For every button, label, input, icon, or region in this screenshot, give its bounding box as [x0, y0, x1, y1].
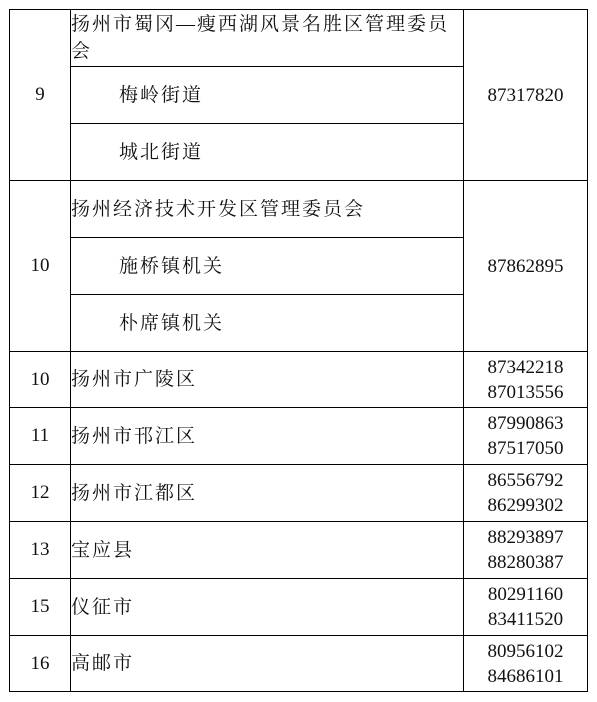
phone-cell — [464, 636, 588, 692]
phone-number: 86299302 — [487, 495, 564, 516]
phone-cell — [464, 408, 588, 465]
phone-cell — [464, 522, 588, 579]
phone-number: 88293897 — [487, 527, 564, 548]
table-row — [10, 408, 588, 465]
sub-unit-name: 朴席镇机关 — [71, 295, 464, 352]
unit-name: 仪征市 — [71, 579, 464, 636]
row-number: 15 — [10, 579, 71, 636]
row-number: 9 — [10, 10, 71, 181]
phone-number: 87517050 — [487, 438, 564, 459]
phone-cell — [464, 181, 588, 352]
unit-name: 扬州经济技术开发区管理委员会 — [71, 181, 464, 238]
unit-name: 高邮市 — [71, 636, 464, 692]
contact-table — [9, 9, 588, 692]
table-row — [10, 636, 588, 692]
phone-number: 86556792 — [487, 470, 564, 491]
unit-name: 扬州市江都区 — [71, 465, 464, 522]
row-number: 10 — [10, 352, 71, 408]
table-row — [10, 465, 588, 522]
phone-number: 87990863 — [487, 413, 564, 434]
sub-unit-name: 施桥镇机关 — [71, 238, 464, 295]
sub-unit-name: 梅岭街道 — [71, 67, 464, 124]
sub-unit-name: 城北街道 — [71, 124, 464, 181]
row-number: 16 — [10, 636, 71, 692]
row-number: 12 — [10, 465, 71, 522]
phone-number: 80291160 — [487, 584, 564, 605]
unit-name: 扬州市广陵区 — [71, 352, 464, 408]
unit-name: 扬州市邗江区 — [71, 408, 464, 465]
phone-number: 88280387 — [487, 552, 564, 573]
table-row — [10, 352, 588, 408]
table-row — [10, 522, 588, 579]
table-row — [10, 181, 588, 238]
phone-cell — [464, 352, 588, 408]
unit-name: 宝应县 — [71, 522, 464, 579]
phone-number: 80956102 — [487, 640, 564, 662]
table-row — [10, 579, 588, 636]
phone-number: 87013556 — [487, 381, 564, 403]
row-number: 11 — [10, 408, 71, 465]
phone-cell — [464, 10, 588, 181]
phone-number: 84686101 — [487, 665, 564, 687]
phone-cell — [464, 579, 588, 636]
row-number: 10 — [10, 181, 71, 352]
phone-number: 83411520 — [487, 609, 564, 630]
phone-number: 87317820 — [487, 84, 564, 106]
row-number: 13 — [10, 522, 71, 579]
phone-number: 87342218 — [487, 356, 564, 378]
phone-number: 87862895 — [487, 255, 564, 277]
phone-cell — [464, 465, 588, 522]
table-row — [10, 10, 588, 67]
unit-name: 扬州市蜀冈—瘦西湖风景名胜区管理委员会 — [71, 10, 464, 67]
